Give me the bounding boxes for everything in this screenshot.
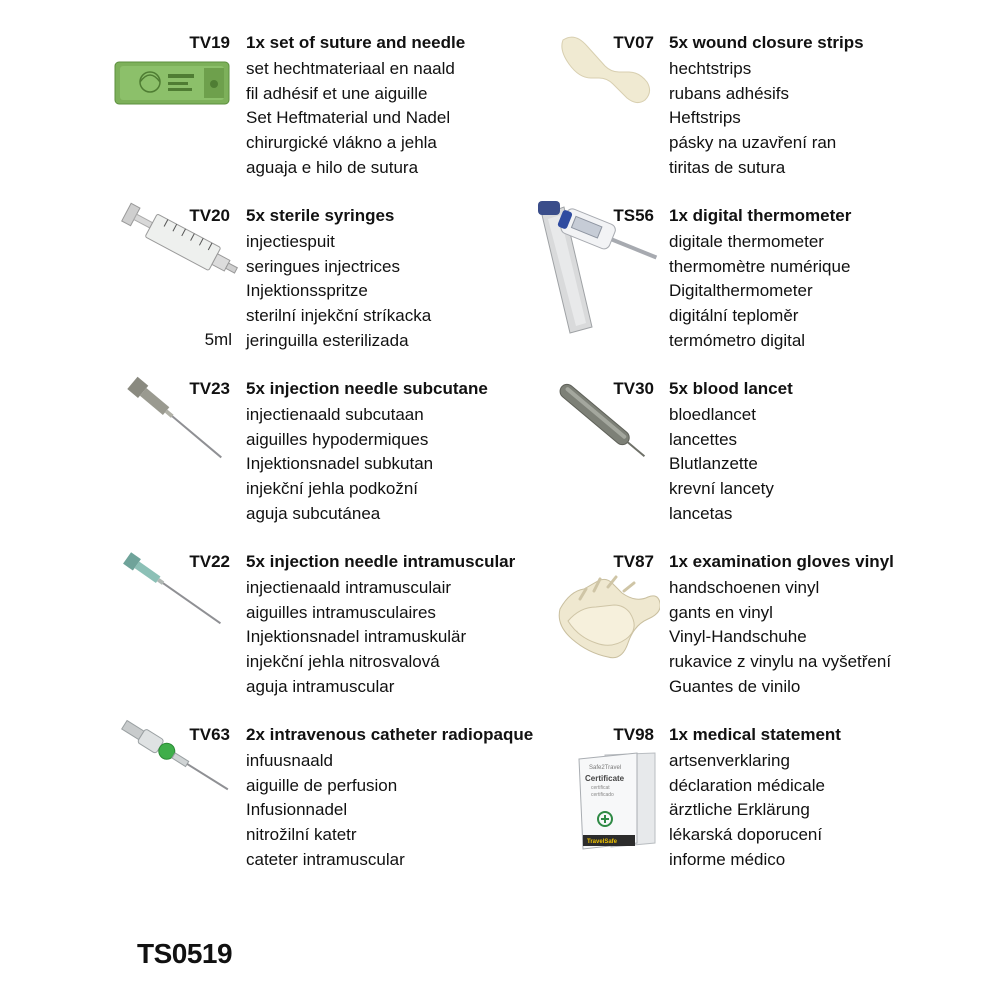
translation-line: injectiespuit — [246, 232, 335, 251]
translation-line: Heftstrips — [669, 108, 741, 128]
translation-line: aguja subcutánea — [246, 503, 381, 523]
translation-line: fil adhésif et une aiguille — [246, 83, 428, 103]
item-code: TV87 — [613, 552, 654, 571]
translation-line: aiguilles intramusculaires — [246, 602, 436, 622]
item-title: 1x examination gloves vinyl — [669, 552, 894, 571]
item-code: TV07 — [613, 33, 654, 52]
translation-line: lancettes — [669, 429, 738, 449]
translation-line: nitrožilní katetr — [246, 825, 357, 845]
translation-line: lancetas — [669, 503, 733, 523]
cert-heading: Certificate — [585, 774, 625, 783]
translation-line: tiritas de sutura — [669, 157, 786, 177]
translation-line: rubans adhésifs — [669, 83, 790, 103]
item-code: TV22 — [189, 552, 230, 571]
translation-list — [669, 230, 850, 354]
item-title: 5x injection needle intramuscular — [246, 552, 516, 571]
translation-line: digitální teploměr — [669, 306, 799, 326]
item-code: TV63 — [189, 725, 230, 744]
translation-line: Set Heftmaterial und Nadel — [246, 108, 451, 128]
cert-sub1: certificat — [591, 785, 610, 791]
item-title: 5x sterile syringes — [246, 206, 395, 225]
translation-line: injekční jehla podkožní — [246, 479, 419, 499]
translation-line: digitale thermometer — [669, 232, 824, 251]
certificate-icon — [575, 747, 665, 857]
translation-list — [669, 403, 774, 527]
translation-line: aguaja e hilo de sutura — [246, 157, 419, 177]
translation-line: pásky na uzavření ran — [669, 133, 837, 153]
translation-line: aguja intramuscular — [246, 676, 395, 696]
cert-footer: TravelSafe — [587, 839, 618, 845]
translation-line: cateter intramuscular — [246, 849, 405, 869]
translation-line: aiguilles hypodermiques — [246, 429, 429, 449]
translation-line: termómetro digital — [669, 330, 806, 350]
translation-line: sterilní injekční stríkacka — [246, 306, 432, 326]
translation-line: Guantes de vinilo — [669, 676, 801, 696]
translation-line: Injektionsspritze — [246, 281, 368, 301]
translation-list — [669, 576, 891, 700]
item-title: 1x set of suture and needle — [246, 33, 466, 52]
translation-line: set hechtmateriaal en naald — [246, 59, 455, 78]
cert-brand: Safe2Travel — [589, 765, 622, 771]
translation-line: rukavice z vinylu na vyšetření — [669, 652, 892, 672]
translation-line: jeringuilla esterilizada — [246, 330, 409, 350]
translation-line: déclaration médicale — [669, 775, 825, 795]
translation-line: Injektionsnadel subkutan — [246, 454, 434, 474]
translation-line: informe médico — [669, 849, 786, 869]
item-title: 5x injection needle subcutane — [246, 379, 488, 398]
translation-line: injectienaald subcutaan — [246, 405, 424, 424]
item-code: TV20 — [189, 206, 230, 225]
translation-line: Blutlanzette — [669, 454, 758, 474]
translation-line: lékarská doporucení — [669, 825, 823, 845]
item-title: 5x blood lancet — [669, 379, 793, 398]
translation-line: injectienaald intramusculair — [246, 578, 452, 597]
item-title: 1x medical statement — [669, 725, 841, 744]
item-code: TV30 — [613, 379, 654, 398]
translation-line: Injektionsnadel intramuskulär — [246, 627, 467, 647]
translation-line: bloedlancet — [669, 405, 756, 424]
item-title: 2x intravenous catheter radiopaque — [246, 725, 534, 744]
item-title: 5x wound closure strips — [669, 33, 864, 52]
item-title: 1x digital thermometer — [669, 206, 852, 225]
cert-sub2: certificado — [591, 792, 614, 798]
translation-line: Infusionnadel — [246, 800, 348, 820]
product-code: TS0519 — [137, 938, 233, 969]
translation-line: Digitalthermometer — [669, 281, 813, 301]
translation-line: aiguille de perfusion — [246, 775, 398, 795]
translation-list — [669, 57, 836, 181]
translation-line: ärztliche Erklärung — [669, 800, 810, 820]
translation-list — [669, 749, 825, 873]
item-code: TS56 — [613, 206, 654, 225]
item-code: TV98 — [613, 725, 654, 744]
translation-line: chirurgické vlákno a jehla — [246, 133, 437, 153]
translation-line: handschoenen vinyl — [669, 578, 820, 597]
translation-line: seringues injectrices — [246, 256, 401, 276]
translation-line: thermomètre numérique — [669, 256, 851, 276]
gloves-icon — [550, 569, 660, 679]
item-code: TV23 — [189, 379, 230, 398]
translation-line: hechtstrips — [669, 59, 752, 78]
translation-line: Vinyl-Handschuhe — [669, 627, 807, 647]
syringe-volume-note: 5ml — [204, 330, 232, 349]
translation-line: krevní lancety — [669, 479, 774, 499]
translation-line: infuusnaald — [246, 751, 333, 770]
item-code: TV19 — [189, 33, 230, 52]
translation-line: injekční jehla nitrosvalová — [246, 652, 440, 672]
translation-line: artsenverklaring — [669, 751, 790, 770]
translation-line: gants en vinyl — [669, 602, 773, 622]
